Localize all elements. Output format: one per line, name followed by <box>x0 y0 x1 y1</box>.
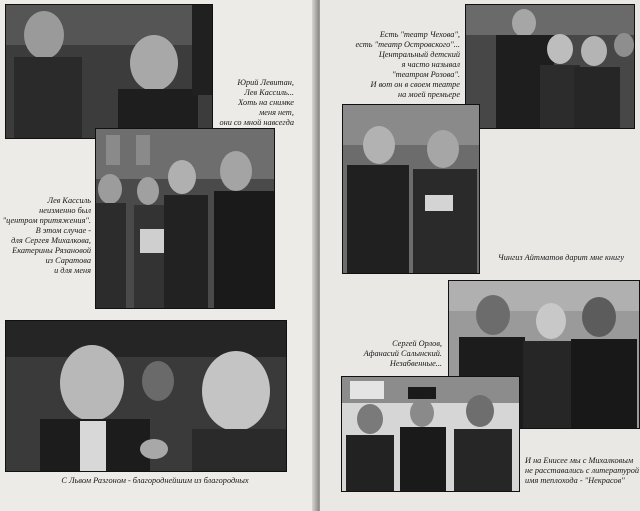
caption-levitan-kassil: Юрий Левитан, Лев Кассиль... Хоть на снимке меня нет, они со мной навсегда <box>219 78 294 127</box>
photo-razgon <box>5 320 287 472</box>
caption-yenisei: И на Енисее мы с Михалковым не расставались с литературой имя теплохода - "Некрасов" <box>525 456 640 485</box>
caption-theatre: Есть "театр Чехова", есть "театр Островского"... Центральный детский я часто называл "театром Розова". И вот он в своем театре на моей премьере <box>355 30 460 99</box>
caption-aitmatov: Чингиз Айтматов дарит мне книгу <box>498 253 625 262</box>
caption-kassil-center: Лев Кассиль неизменно был "центром притяжения". В этом случае - для Сергея Михалкова, Екатерины Рязановой из Саратова и для меня <box>2 196 91 275</box>
photo-kassil-group <box>95 128 275 309</box>
caption-razgon: С Львом Разгоном - благороднейшим из благородных <box>61 476 249 485</box>
right-page <box>320 0 640 511</box>
left-page <box>0 0 316 511</box>
photo-aitmatov <box>342 104 480 274</box>
caption-orlov: Сергей Орлов, Афанасий Салынский. Незабвенные... <box>363 339 442 368</box>
photo-yenisei <box>341 376 520 492</box>
photo-levitan-kassil <box>5 4 213 139</box>
photo-rozov-theatre <box>465 4 635 129</box>
